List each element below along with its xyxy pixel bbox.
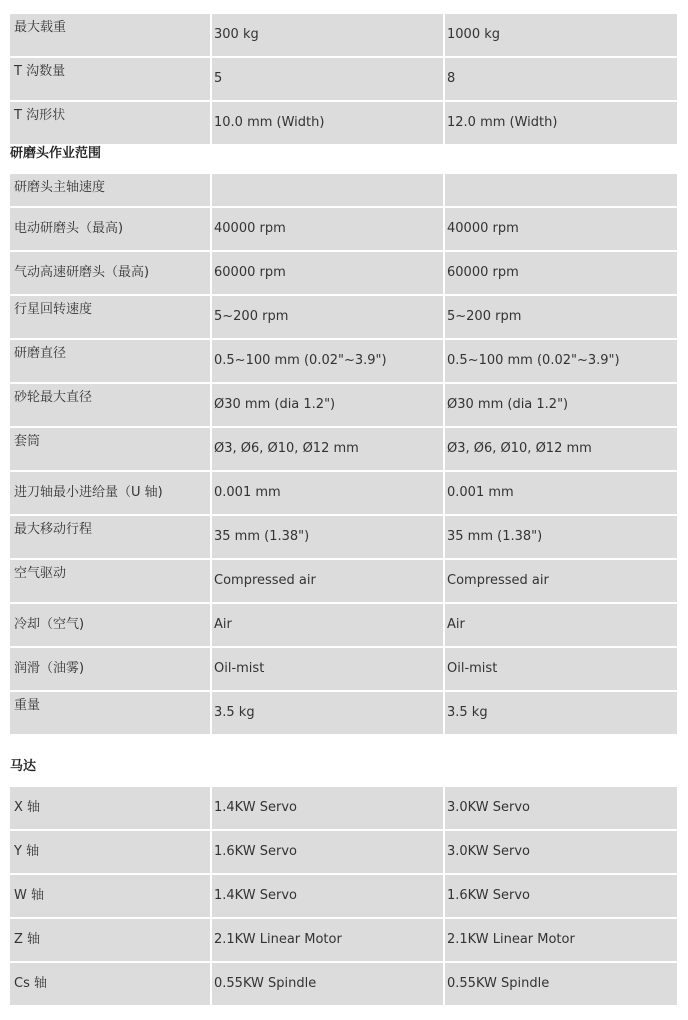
spec-value-model-1: 10.0 mm (Width) <box>212 102 443 144</box>
spec-row <box>10 963 677 1005</box>
spec-row <box>10 919 677 961</box>
spec-value-model-1: 3.5 kg <box>212 692 443 734</box>
spec-value-model-1: Air <box>212 604 443 646</box>
spec-row <box>10 102 677 144</box>
section-title: 马达 <box>10 759 37 774</box>
spec-label: 重量 <box>10 692 210 734</box>
spec-row <box>10 208 677 250</box>
spec-row <box>10 340 677 382</box>
spec-row <box>10 14 677 56</box>
spec-value-model-2: Air <box>445 604 677 646</box>
spec-value-model-1: 5~200 rpm <box>212 296 443 338</box>
spec-value-model-2: 1000 kg <box>445 14 677 56</box>
spec-row <box>10 560 677 602</box>
spec-label: 最大载重 <box>10 14 210 56</box>
spec-value-model-1: 35 mm (1.38") <box>212 516 443 558</box>
spec-label: 最大移动行程 <box>10 516 210 558</box>
spec-row <box>10 296 677 338</box>
spec-label: T 沟数量 <box>10 58 210 100</box>
spec-label: 研磨头主轴速度 <box>10 174 210 206</box>
spec-row <box>10 831 677 873</box>
spec-value-model-2: Ø30 mm (dia 1.2") <box>445 384 677 426</box>
spec-value-model-2: 12.0 mm (Width) <box>445 102 677 144</box>
spec-value-model-1: 0.001 mm <box>212 472 443 514</box>
spec-row <box>10 516 677 558</box>
spec-label: 冷却（空气) <box>10 604 210 646</box>
spec-label: 气动高速研磨头（最高) <box>10 252 210 294</box>
spec-label: Z 轴 <box>10 919 210 961</box>
section-title: 研磨头作业范围 <box>10 146 102 161</box>
spec-value-model-1: Ø30 mm (dia 1.2") <box>212 384 443 426</box>
spec-label: 润滑（油雾) <box>10 648 210 690</box>
spec-value-model-2: 3.0KW Servo <box>445 831 677 873</box>
spec-value-model-1: 0.5~100 mm (0.02"~3.9") <box>212 340 443 382</box>
spec-value-model-1: 300 kg <box>212 14 443 56</box>
spec-value-model-2: 35 mm (1.38") <box>445 516 677 558</box>
spec-value-model-2: 3.0KW Servo <box>445 787 677 829</box>
spec-label: 砂轮最大直径 <box>10 384 210 426</box>
spec-value-model-1: 1.4KW Servo <box>212 875 443 917</box>
spec-value-model-2: 8 <box>445 58 677 100</box>
spec-label: W 轴 <box>10 875 210 917</box>
spec-label: 套筒 <box>10 428 210 470</box>
spec-label: 进刀轴最小进给量（U 轴) <box>10 472 210 514</box>
spec-value-model-1 <box>212 174 443 206</box>
spec-value-model-1: Oil-mist <box>212 648 443 690</box>
spec-row <box>10 692 677 734</box>
spec-value-model-2: 0.5~100 mm (0.02"~3.9") <box>445 340 677 382</box>
spec-value-model-2: 1.6KW Servo <box>445 875 677 917</box>
spec-value-model-1: 5 <box>212 58 443 100</box>
spec-value-model-1: Compressed air <box>212 560 443 602</box>
spec-label: 研磨直径 <box>10 340 210 382</box>
spec-value-model-1: 40000 rpm <box>212 208 443 250</box>
spec-row <box>10 472 677 514</box>
spec-value-model-1: 0.55KW Spindle <box>212 963 443 1005</box>
spec-value-model-1: 2.1KW Linear Motor <box>212 919 443 961</box>
spec-value-model-2: Oil-mist <box>445 648 677 690</box>
spec-value-model-1: 1.6KW Servo <box>212 831 443 873</box>
spec-value-model-1: Ø3, Ø6, Ø10, Ø12 mm <box>212 428 443 470</box>
spec-value-model-2 <box>445 174 677 206</box>
spec-value-model-1: 60000 rpm <box>212 252 443 294</box>
spec-row <box>10 252 677 294</box>
spec-value-model-2: 60000 rpm <box>445 252 677 294</box>
spec-row <box>10 875 677 917</box>
spec-value-model-2: Compressed air <box>445 560 677 602</box>
spec-row <box>10 787 677 829</box>
spec-row <box>10 648 677 690</box>
spec-row <box>10 58 677 100</box>
spec-label: X 轴 <box>10 787 210 829</box>
spec-value-model-2: 5~200 rpm <box>445 296 677 338</box>
spec-label: 空气驱动 <box>10 560 210 602</box>
spec-row <box>10 174 677 206</box>
spec-value-model-2: 2.1KW Linear Motor <box>445 919 677 961</box>
spec-value-model-2: 40000 rpm <box>445 208 677 250</box>
spec-value-model-1: 1.4KW Servo <box>212 787 443 829</box>
spec-label: 行星回转速度 <box>10 296 210 338</box>
spec-label: Y 轴 <box>10 831 210 873</box>
spec-label: Cs 轴 <box>10 963 210 1005</box>
spec-row <box>10 384 677 426</box>
spec-label: 电动研磨头（最高) <box>10 208 210 250</box>
spec-value-model-2: Ø3, Ø6, Ø10, Ø12 mm <box>445 428 677 470</box>
spec-label: T 沟形状 <box>10 102 210 144</box>
spec-value-model-2: 0.55KW Spindle <box>445 963 677 1005</box>
spec-row <box>10 428 677 470</box>
spec-value-model-2: 3.5 kg <box>445 692 677 734</box>
spec-row <box>10 604 677 646</box>
spec-value-model-2: 0.001 mm <box>445 472 677 514</box>
